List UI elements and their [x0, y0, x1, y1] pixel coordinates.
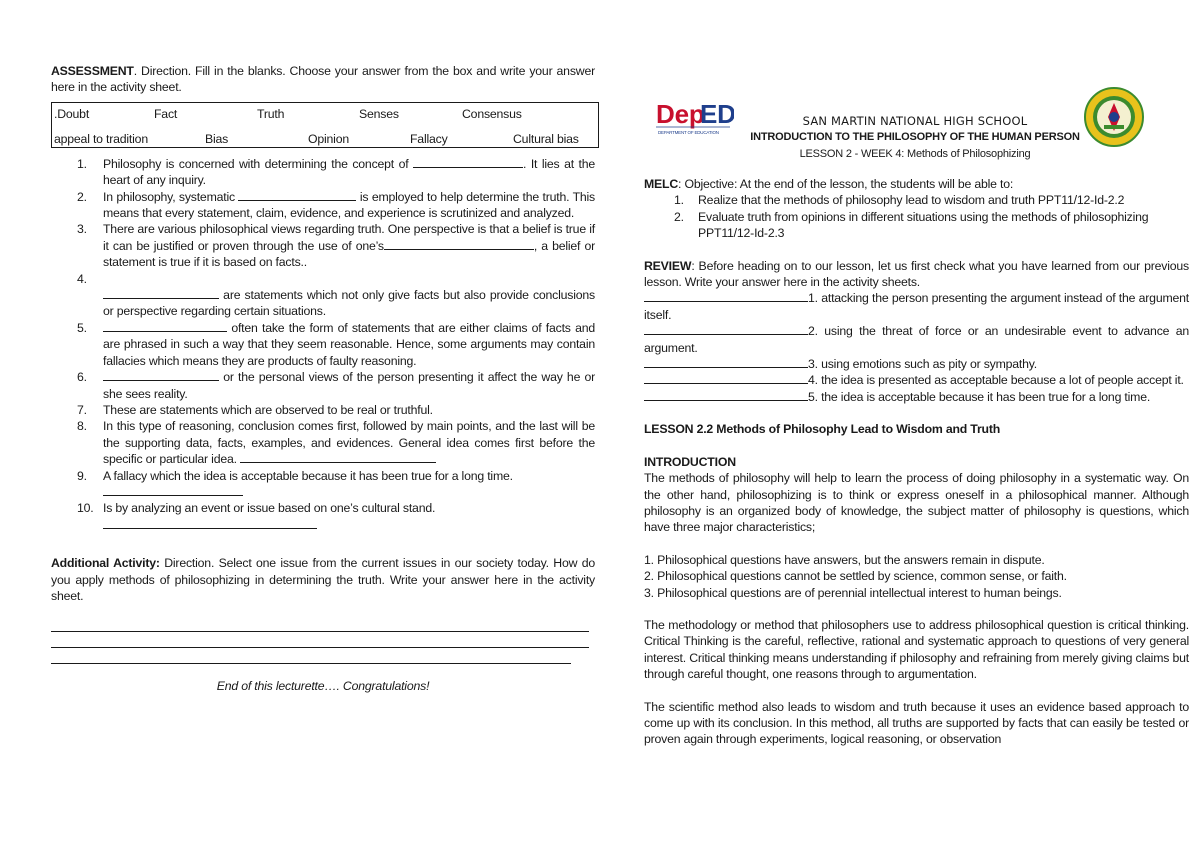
- list-item: 2. Evaluate truth from opinions in different situations using the methods of philosophizing PPT11/12-Id-2.3: [674, 209, 1149, 241]
- answer-blank[interactable]: [240, 451, 436, 463]
- right-column: [644, 176, 1189, 748]
- answer-blank[interactable]: [103, 320, 227, 332]
- scientific-method-paragraph: The scientific method also leads to wisdom and truth because it uses an evidence based approach to come up with its conclusion. In this method, all truths are supported by facts that can easily be tested or proven again through experiments, logical reasoning, or observation: [644, 699, 1189, 747]
- assessment-items: [51, 156, 595, 533]
- list-item: 9. A fallacy which the idea is acceptable because it has been true for a long time.: [51, 468, 595, 501]
- answer-blank[interactable]: [644, 389, 808, 401]
- characteristic-item: 2. Philosophical questions cannot be settled by science, common sense, or faith.: [644, 569, 1067, 584]
- list-item: 4. are statements which not only give facts but also provide conclusions or perspective regarding certain situations.: [77, 271, 595, 319]
- review-item: 3. using emotions such as pity or sympathy.: [644, 356, 1189, 372]
- course-title: INTRODUCTION TO THE PHILOSOPHY OF THE HUMAN PERSON: [750, 131, 1080, 144]
- word-box-item: Fact: [154, 106, 178, 121]
- left-column: [51, 63, 595, 695]
- review-item: 2. using the threat of force or an undesirable event to advance an argument.: [644, 324, 1189, 355]
- additional-activity: Additional Activity: Direction. Select one issue from the current issues in our society today. How do you apply methods of philosophizing in determining the truth. Write your answer here in the activity sheet.: [51, 556, 595, 603]
- word-box-item: Cultural bias: [513, 131, 579, 146]
- assessment-direction: ASSESSMENT. Direction. Fill in the blanks. Choose your answer from the box and write your answer here in the activity sheet.: [51, 64, 595, 95]
- list-item: 6. or the personal views of the person presenting it affect the way he or she sees reality.: [77, 370, 595, 401]
- list-item: 2. In philosophy, systematic is employed to help determine the truth. This means that every statement, claim, evidence, and experience is scrutinized and analyzed.: [77, 189, 595, 221]
- answer-line[interactable]: [51, 648, 571, 664]
- answer-blank[interactable]: [644, 323, 808, 335]
- school-seal-icon: [1084, 87, 1144, 147]
- critical-thinking-paragraph: The methodology or method that philosophers use to address philosophical question is critical thinking. Critical Thinking is the careful, reflective, rational and systematic approach to questions of very general interest. Critical thinking means understanding if philosophy and refraining from merely giving claims but through careful thought, one reasons through to argumentation.: [644, 617, 1189, 682]
- review-item: 5. the idea is acceptable because it has been true for a long time.: [644, 389, 1189, 405]
- list-item: 3. There are various philosophical views regarding truth. One perspective is that a belief is true if it can be justified or proven through the use of one’s , a belief or statement is true if it is based on facts..: [77, 222, 595, 270]
- review-direction: REVIEW: Before heading on to our lesson, let us first check what you have learned from our previous lesson. Write your answer here in the activity sheets.: [644, 258, 1189, 290]
- answer-blank[interactable]: [644, 372, 808, 384]
- list-item: 1. Philosophy is concerned with determining the concept of . It lies at the heart of any inquiry.: [77, 156, 595, 188]
- additional-heading: Additional Activity:: [51, 556, 160, 571]
- lesson-subtitle: LESSON 2 - WEEK 4: Methods of Philosophizing: [799, 147, 1031, 160]
- word-box-item: Bias: [205, 131, 229, 146]
- answer-blank[interactable]: [644, 290, 808, 302]
- melc-objective: MELC: Objective: At the end of the lesson, the students will be able to:: [644, 177, 1014, 191]
- deped-logo: [654, 97, 734, 137]
- answer-line[interactable]: [51, 616, 589, 632]
- review-item: 1. attacking the person presenting the argument instead of the argument itself.: [644, 291, 1189, 322]
- introduction-text: The methods of philosophy will help to learn the process of doing philosophy in a systematic way. On the other hand, philosophizing is to think or express oneself in a philosophical manner. Although philosophy is an organized body of knowledge, the subject matter of philosophy is questions, which have three major characteristics;: [644, 471, 1189, 535]
- closing-text: End of this lecturette…. Congratulations!: [216, 679, 430, 694]
- list-item: 5. often take the form of statements that are either claims of facts and are phrased in such a way that they seem reasonable. Hence, some arguments may contain fallacies which means they are products of faulty reasoning.: [77, 320, 595, 368]
- assessment-heading: ASSESSMENT: [51, 64, 134, 78]
- answer-blank[interactable]: [103, 484, 243, 496]
- school-name: SAN MARTIN NATIONAL HIGH SCHOOL: [802, 114, 1028, 128]
- answer-blank[interactable]: [103, 369, 219, 381]
- characteristic-item: 3. Philosophical questions are of perennial intellectual interest to human beings.: [644, 585, 1062, 600]
- deped-logo-icon: [654, 97, 734, 137]
- word-box-item: Senses: [359, 106, 399, 121]
- review-heading: REVIEW: [644, 258, 692, 273]
- answer-blank[interactable]: [103, 517, 317, 529]
- word-box-item: appeal to tradition: [54, 131, 148, 146]
- word-box-item: Fallacy: [410, 131, 448, 146]
- review-item: 4. the idea is presented as acceptable because a lot of people accept it.: [644, 372, 1189, 388]
- school-seal: [1084, 87, 1144, 147]
- answer-blank[interactable]: [238, 189, 356, 201]
- answer-blank[interactable]: [413, 156, 523, 168]
- answer-blank[interactable]: [644, 356, 808, 368]
- melc-heading: MELC: [644, 177, 679, 191]
- answer-blank[interactable]: [103, 287, 219, 299]
- list-item: 10. Is by analyzing an event or issue based on one’s cultural stand.: [51, 500, 595, 533]
- header-text: [750, 113, 1080, 162]
- word-box-item: .Doubt: [54, 106, 90, 121]
- list-item: 7. These are statements which are observed to be real or truthful.: [77, 402, 433, 417]
- characteristic-item: 1. Philosophical questions have answers, but the answers remain in dispute.: [644, 552, 1045, 567]
- list-item: 1. Realize that the methods of philosophy lead to wisdom and truth PPT11/12-Id-2.2: [674, 193, 1125, 208]
- word-box-item: Truth: [257, 106, 285, 121]
- lesson-title: LESSON 2.2 Methods of Philosophy Lead to Wisdom and Truth: [644, 422, 1001, 437]
- logo-sub: DEPARTMENT OF EDUCATION: [658, 130, 719, 135]
- logo-letters: ED: [700, 99, 734, 129]
- logo-letters: Dep: [656, 99, 705, 129]
- answer-line[interactable]: [51, 632, 589, 648]
- word-box-item: Consensus: [462, 106, 522, 121]
- school-header: [654, 95, 1194, 160]
- word-box-item: Opinion: [308, 131, 349, 146]
- introduction-heading: INTRODUCTION: [644, 454, 736, 469]
- answer-blank[interactable]: [384, 238, 534, 250]
- list-item: 8. In this type of reasoning, conclusion comes first, followed by main points, and the last will be the supporting data, facts, examples, and evidences. General idea comes first before the specific or particular idea.: [77, 419, 595, 467]
- word-box: [51, 102, 599, 148]
- melc-list: [674, 192, 1189, 241]
